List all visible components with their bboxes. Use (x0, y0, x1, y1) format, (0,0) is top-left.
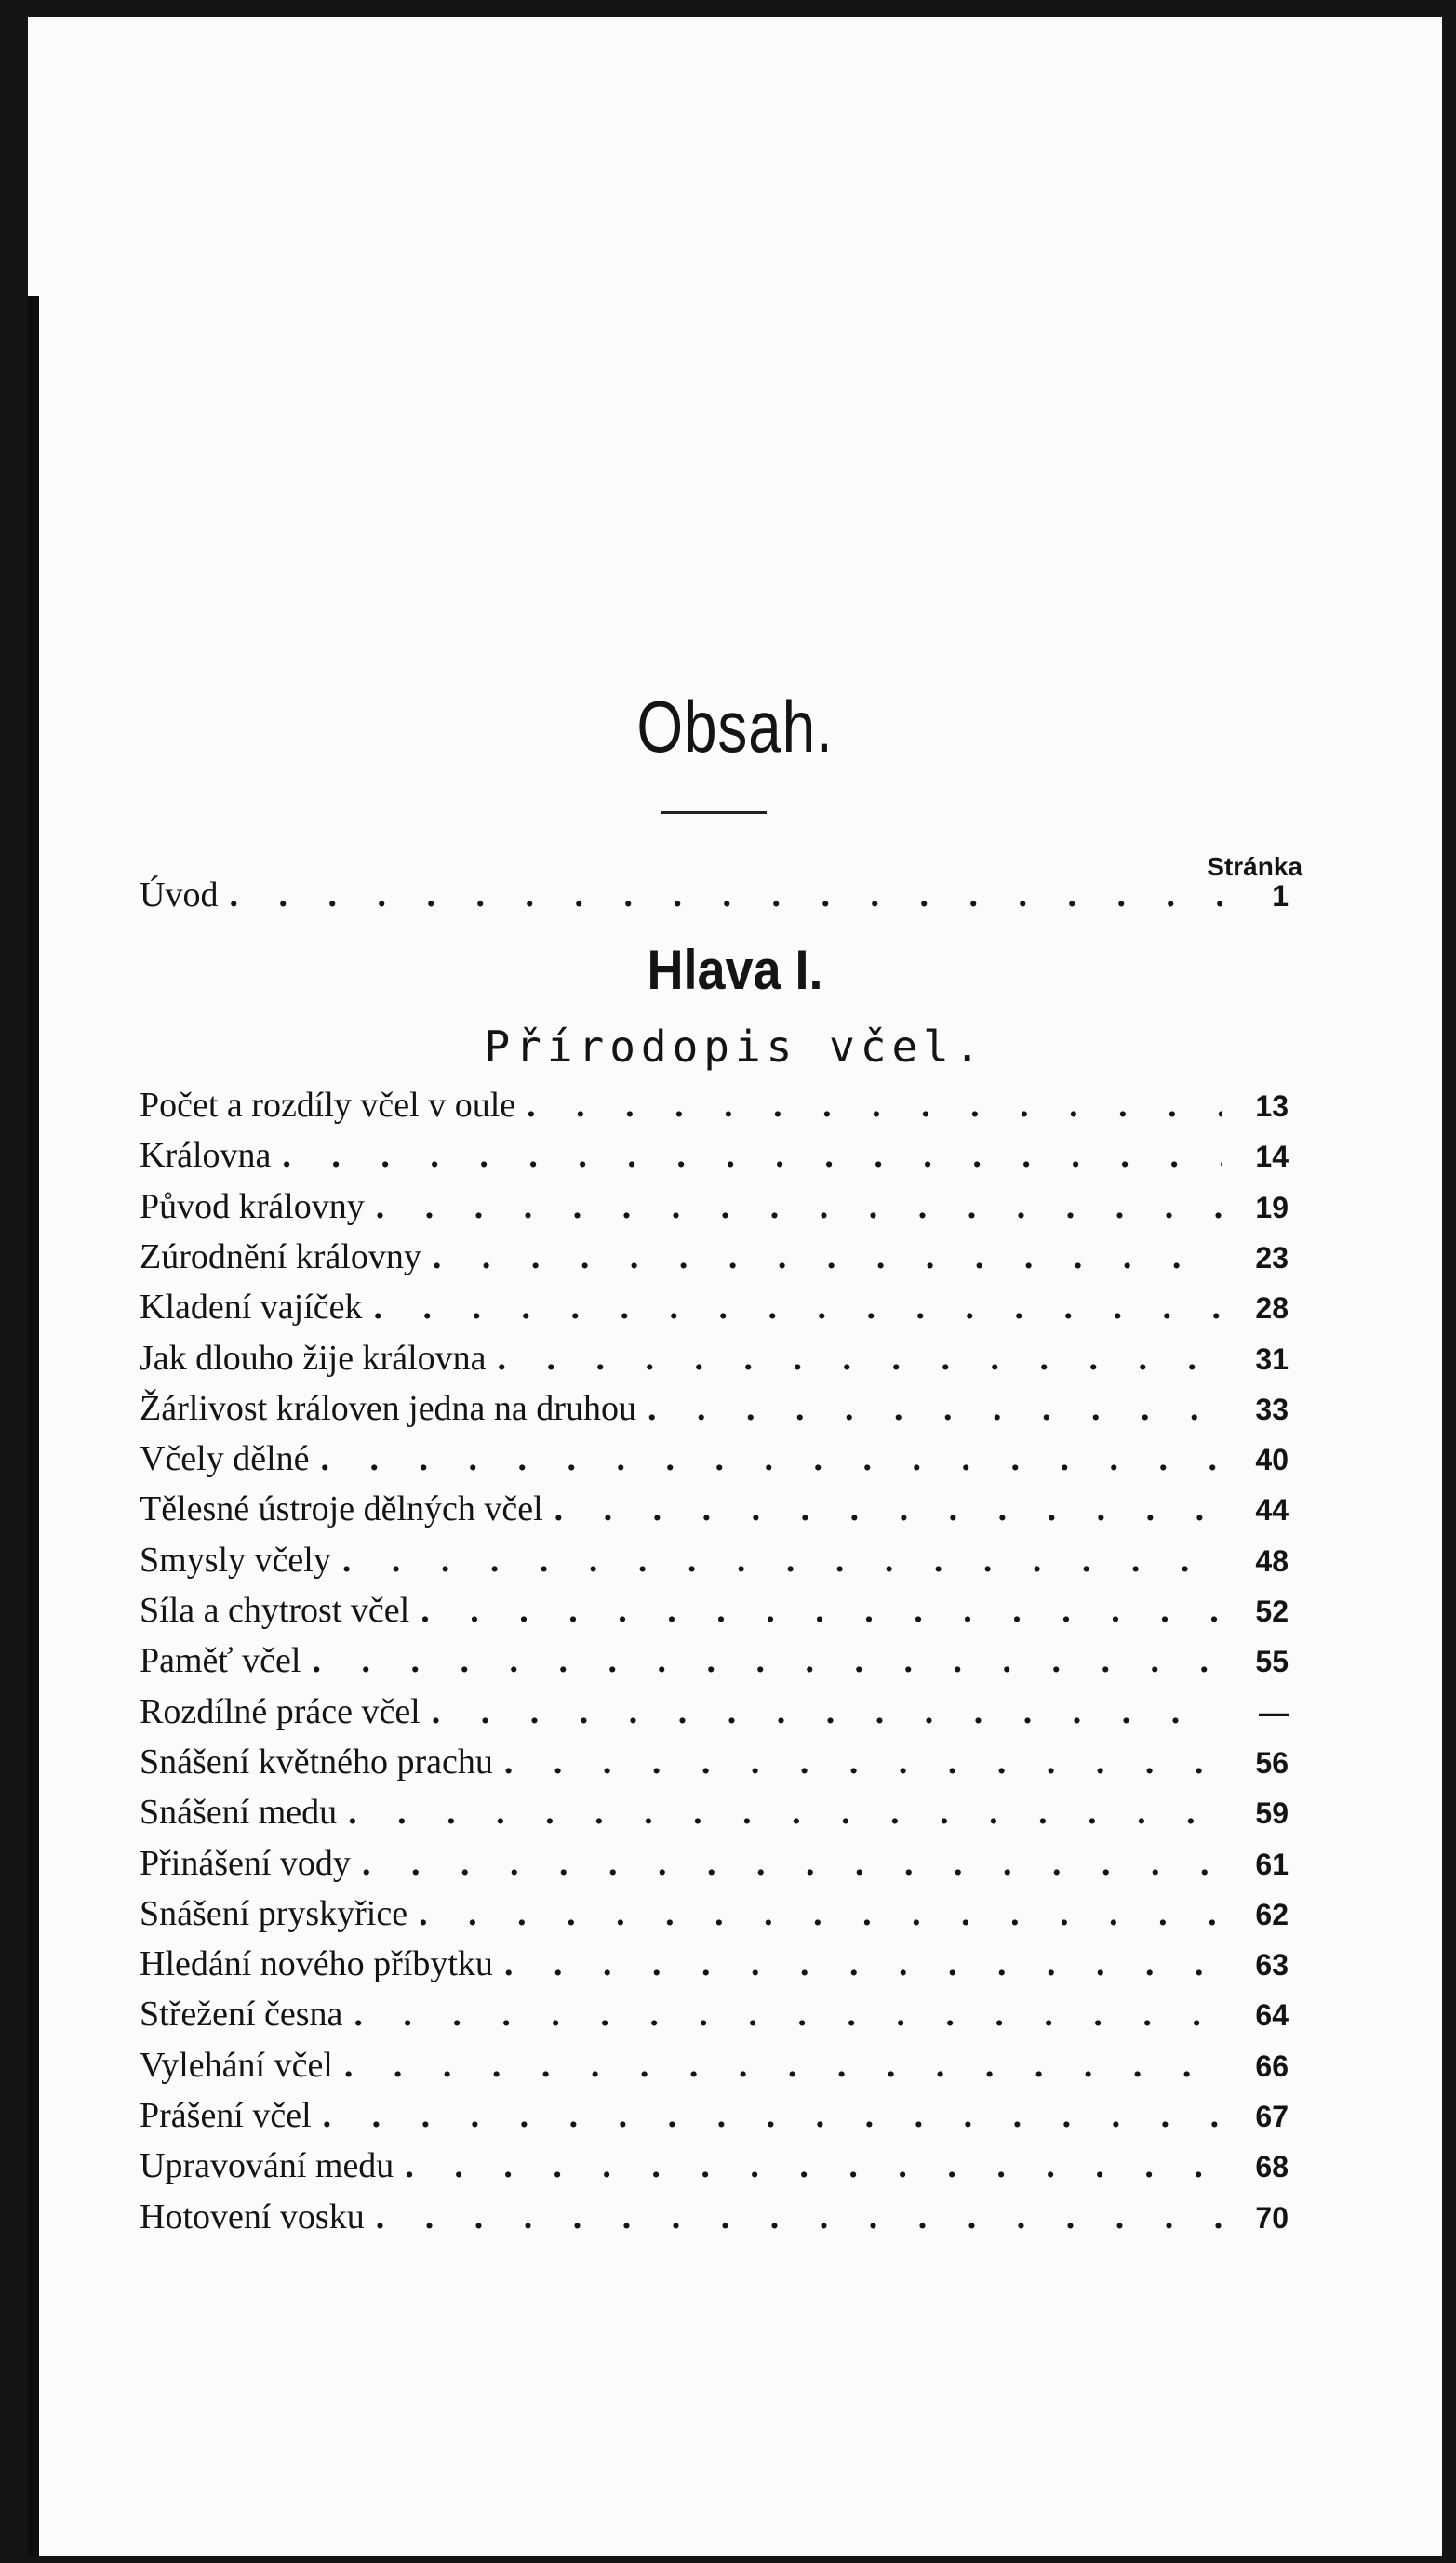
toc-entry-page: 52 (1255, 1595, 1289, 1628)
toc-entry-page: 33 (1255, 1392, 1289, 1426)
toc-entry-page: 28 (1255, 1291, 1289, 1326)
toc-entry-page: 31 (1255, 1342, 1289, 1376)
toc-entry-title: Snášení pryskyřice (140, 1893, 408, 1933)
toc-entry-page: 67 (1255, 2100, 1289, 2133)
toc-leader-dots (376, 2196, 1222, 2237)
toc-entry-page: 62 (1255, 1897, 1289, 1931)
toc-entry-title: Původ královny (140, 1186, 365, 1226)
toc-entry-row (140, 1994, 1289, 2035)
toc-leader-dots (419, 1893, 1222, 1934)
toc-entry-title: Síla a chytrost včel (140, 1591, 410, 1630)
toc-entry-row (140, 1186, 1289, 1227)
toc-entry-page: 48 (1255, 1543, 1289, 1578)
toc-leader-dots (504, 1742, 1222, 1782)
toc-leader-dots (323, 2095, 1222, 2136)
toc-entry-page: 19 (1255, 1190, 1289, 1224)
toc-entry-title: Kladení vajíček (140, 1288, 363, 1328)
toc-leader-dots (354, 1994, 1222, 2035)
toc-leader-dots (282, 1135, 1222, 1176)
toc-leader-dots (312, 1640, 1222, 1681)
toc-entry-title: Žárlivost královen jedna na druhou (140, 1388, 636, 1428)
toc-leader-dots (648, 1388, 1222, 1429)
toc-leader-dots (342, 1540, 1222, 1581)
toc-leader-dots (504, 1943, 1222, 1984)
toc-entry-row (140, 1943, 1289, 1984)
toc-intro-row (140, 874, 1289, 915)
toc-entry-title: Upravování medu (140, 2146, 394, 2186)
toc-entry-page: 23 (1255, 1240, 1289, 1275)
toc-leader-dots (376, 1186, 1222, 1227)
toc-entry-row (140, 1691, 1289, 1732)
toc-leader-dots (405, 2145, 1222, 2186)
toc-entry-title: Úvod (140, 875, 219, 914)
toc-entry-row (140, 1287, 1289, 1328)
toc-leader-dots (554, 1488, 1222, 1529)
toc-entry-page: 64 (1255, 1998, 1289, 2033)
toc-entry-page: 56 (1255, 1745, 1289, 1780)
toc-entry-row (140, 1438, 1289, 1479)
toc-entry-row (140, 1338, 1289, 1379)
toc-entry-page: 13 (1255, 1089, 1289, 1123)
toc-leader-dots (527, 1085, 1222, 1126)
toc-entry-row (140, 1135, 1289, 1176)
toc-entry-row (140, 1388, 1289, 1429)
toc-entry-title: Hotovení vosku (140, 2196, 365, 2236)
toc-entry-row (140, 1742, 1289, 1782)
toc-entry-row (140, 1590, 1289, 1631)
toc-leader-dots (362, 1843, 1222, 1884)
page-column-header: Stránka (1207, 852, 1302, 881)
toc-entry-page: 59 (1255, 1796, 1289, 1831)
toc-entry-title: Hledání nového příbytku (140, 1944, 493, 1984)
toc-leader-dots (321, 1438, 1222, 1479)
toc-entry-page: 44 (1255, 1493, 1289, 1528)
toc-entry-page: 70 (1255, 2200, 1289, 2235)
toc-entry-row (140, 2045, 1289, 2086)
toc-leader-dots (344, 2045, 1222, 2086)
chapter-heading: Hlava I. (647, 939, 823, 1001)
toc-entry-title: Paměť včel (140, 1641, 301, 1681)
toc-entry-title: Královna (140, 1136, 272, 1176)
toc-entry-row (140, 1488, 1289, 1529)
title-divider (661, 811, 767, 814)
page-title: Obsah. (636, 686, 834, 768)
toc-entry-row (140, 1843, 1289, 1884)
toc-leader-dots (229, 874, 1222, 915)
toc-entry-row (140, 1792, 1289, 1833)
toc-entry-title: Tělesné ústroje dělných včel (140, 1489, 543, 1529)
toc-leader-dots (433, 1236, 1222, 1277)
toc-entry-title: Střežení česna (140, 1995, 343, 2035)
toc-entry-title: Rozdílné práce včel (140, 1691, 421, 1731)
toc-entry-page: 66 (1255, 2049, 1289, 2083)
toc-entry-title: Smysly včely (140, 1540, 331, 1580)
book-page (28, 17, 1442, 2556)
toc-leader-dots (421, 1590, 1222, 1631)
toc-entry-page: 55 (1255, 1645, 1289, 1679)
toc-entry-title: Jak dlouho žije královna (140, 1338, 487, 1378)
toc-entry-page: 1 (1272, 879, 1289, 913)
toc-leader-dots (374, 1287, 1222, 1328)
toc-entry-title: Prášení včel (140, 2096, 312, 2135)
toc-entry-row (140, 2095, 1289, 2136)
toc-entry-row (140, 1540, 1289, 1581)
toc-entry-title: Snášení květného prachu (140, 1742, 493, 1782)
toc-entry-page: 40 (1255, 1443, 1289, 1477)
toc-entry-row (140, 1893, 1289, 1934)
toc-entry-row (140, 2196, 1289, 2237)
toc-leader-dots (432, 1691, 1222, 1732)
toc-entry-row (140, 1640, 1289, 1681)
toc-entry-row (140, 1236, 1289, 1277)
toc-entry-title: Snášení medu (140, 1793, 338, 1833)
toc-entry-title: Zúrodnění královny (140, 1236, 421, 1276)
chapter-subtitle: Přírodopis včel. (484, 1021, 986, 1072)
toc-entry-page: 68 (1255, 2150, 1289, 2184)
toc-entry-title: Počet a rozdíly včel v oule (140, 1086, 516, 1125)
toc-entry-page: — (1259, 1695, 1289, 1729)
toc-entry-title: Přinášení vody (140, 1843, 351, 1883)
toc-entry-page: 61 (1255, 1847, 1289, 1881)
toc-leader-dots (498, 1338, 1222, 1379)
toc-leader-dots (348, 1792, 1222, 1833)
toc-entry-page: 14 (1255, 1140, 1289, 1174)
toc-entry-title: Vylehání včel (140, 2045, 333, 2085)
toc-entry-row (140, 2145, 1289, 2186)
toc-entry-row (140, 1085, 1289, 1126)
toc-entry-page: 63 (1255, 1948, 1289, 1982)
page-binding-edge (28, 296, 39, 2556)
toc-entry-title: Včely dělné (140, 1439, 310, 1479)
